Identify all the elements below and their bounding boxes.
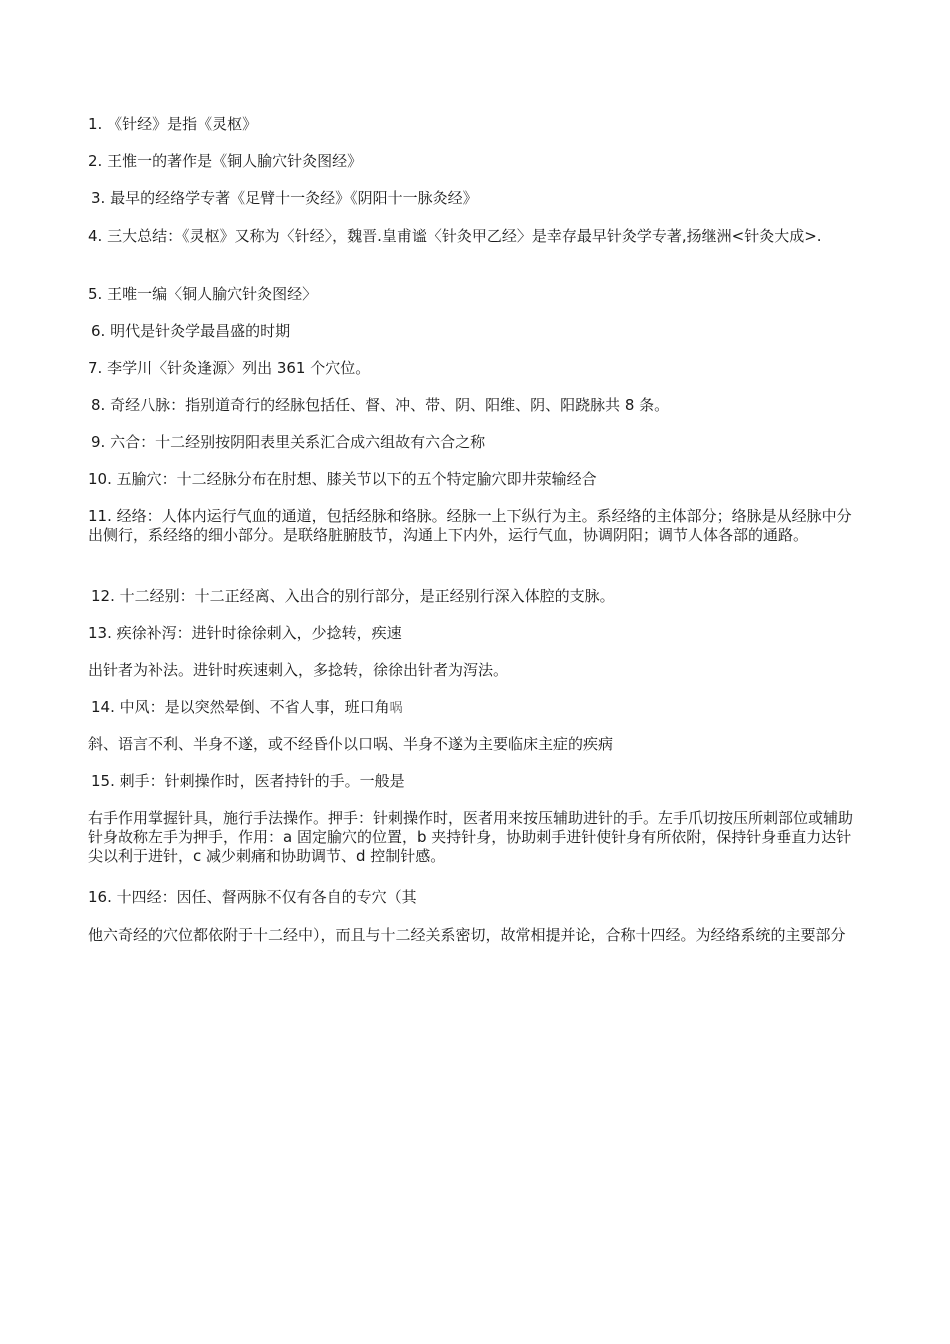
item-12: 12. 十二经别：十二正经离、入出合的别行部分，是正经别行深入体腔的支脉。 bbox=[91, 587, 615, 605]
item-7: 7. 李学川〈针灸逢源〉列出 361 个穴位。 bbox=[88, 359, 371, 377]
item-16-cont: 他六奇经的穴位都依附于十二经中），而且与十二经关系密切，故常相提并论，合称十四经。为经络系统的主要部分 bbox=[88, 926, 846, 944]
item-3: 3. 最早的经络学专著《足臂十一灸经》《阴阳十一脉灸经》 bbox=[91, 189, 478, 207]
item-15: 15. 刺手：针刺操作时，医者持针的手。一般是 bbox=[91, 772, 405, 790]
item-16: 16. 十四经：因任、督两脉不仅有各自的专穴（其 bbox=[88, 888, 417, 906]
item-14-extra-small: 㖞 bbox=[389, 701, 403, 716]
item-5: 5. 王唯一编〈铜人腧穴针灸图经〉 bbox=[88, 285, 318, 303]
item-13: 13. 疾徐补泻：进针时徐徐刺入，少捻转，疾速 bbox=[88, 624, 402, 642]
item-6: 6. 明代是针灸学最昌盛的时期 bbox=[91, 322, 291, 340]
item-15-cont: 右手作用掌握针具，施行手法操作。押手：针刺操作时，医者用来按压辅助进针的手。左手爪切按压所刺部位或辅助针身故称左手为押手，作用：a 固定腧穴的位置，b 夹持针身，协助刺手进针使针身有所依附，保持针身垂直力达针尖以利于进针，c 减少刺痛和协助调节、d 控制针感。 bbox=[88, 809, 854, 865]
item-14-extra: 班口角 bbox=[344, 698, 390, 716]
item-14 bbox=[91, 698, 869, 718]
item-8: 8. 奇经八脉：指别道奇行的经脉包括任、督、冲、带、阴、阳维、阴、阳跷脉共 8 条。 bbox=[91, 396, 670, 414]
item-1: 1. 《针经》是指《灵枢》 bbox=[88, 115, 258, 133]
item-9: 9. 六合：十二经别按阴阳表里关系汇合成六组故有六合之称 bbox=[91, 433, 486, 451]
item-2: 2. 王惟一的著作是《铜人腧穴针灸图经》 bbox=[88, 152, 363, 170]
item-14-text: 14. 中风：是以突然晕倒、不省人事， bbox=[91, 698, 345, 716]
item-13-cont: 出针者为补法。进针时疾速刺入，多捻转，徐徐出针者为泻法。 bbox=[88, 661, 509, 679]
item-10: 10. 五腧穴：十二经脉分布在肘想、膝关节以下的五个特定腧穴即井荥输经合 bbox=[88, 470, 597, 488]
item-4: 4. 三大总结：《灵枢》又称为〈针经〉，魏晋.皇甫谧〈针灸甲乙经〉是幸存最早针灸学专著,扬继洲<针灸大成>. bbox=[88, 227, 822, 245]
item-11: 11. 经络：人体内运行气血的通道，包括经脉和络脉。经脉一上下纵行为主。系经络的主体部分；络脉是从经脉中分出侧行，系经络的细小部分。是联络脏腑肢节，沟通上下内外，运行气血，协调阴阳；调节人体各部的通路。 bbox=[88, 507, 852, 544]
item-14-cont: 斜、语言不利、半身不遂，或不经昏仆以口㖞、半身不遂为主要临床主症的疾病 bbox=[88, 735, 614, 753]
